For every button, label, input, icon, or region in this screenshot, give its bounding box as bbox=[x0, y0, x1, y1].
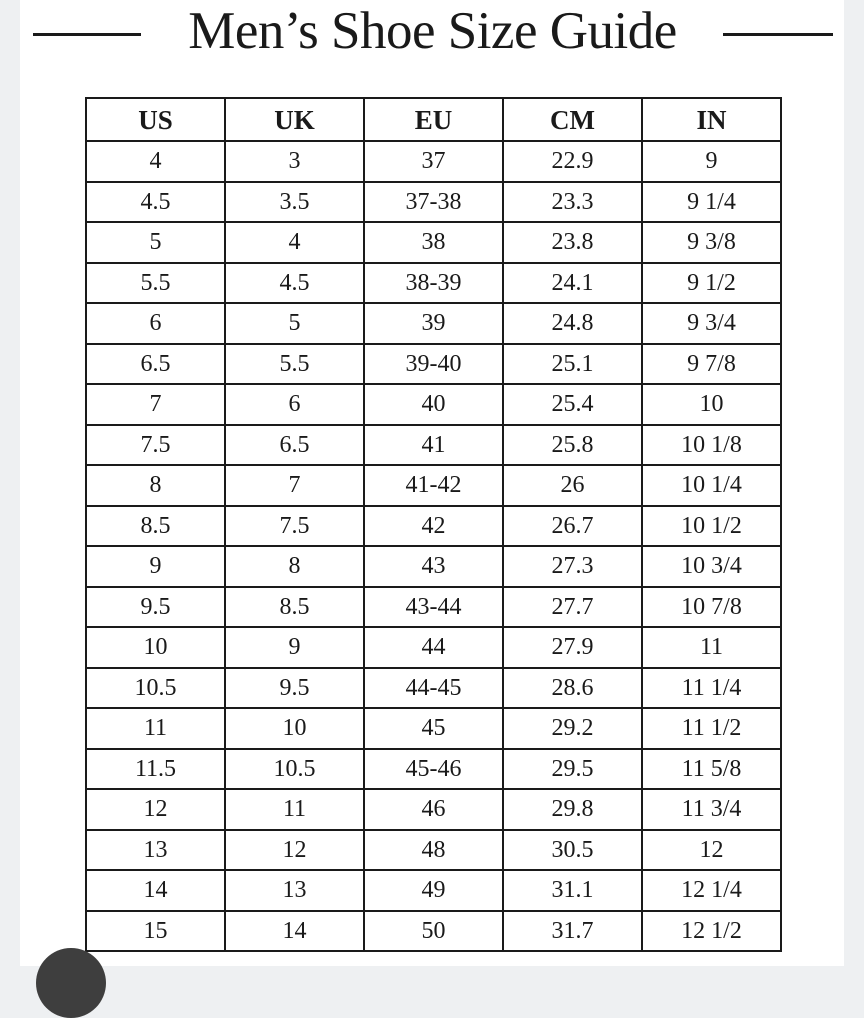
table-row bbox=[86, 789, 781, 830]
cell-eu: 45 bbox=[364, 708, 503, 749]
cell-uk: 9 bbox=[225, 627, 364, 668]
cell-uk: 5.5 bbox=[225, 344, 364, 385]
cell-cm: 24.8 bbox=[503, 303, 642, 344]
cell-cm: 29.8 bbox=[503, 789, 642, 830]
cell-cm: 27.7 bbox=[503, 587, 642, 628]
cell-in: 9 3/8 bbox=[642, 222, 781, 263]
cell-us: 14 bbox=[86, 870, 225, 911]
cell-cm: 31.7 bbox=[503, 911, 642, 952]
cell-cm: 25.4 bbox=[503, 384, 642, 425]
cell-eu: 40 bbox=[364, 384, 503, 425]
table-row bbox=[86, 263, 781, 304]
cell-us: 12 bbox=[86, 789, 225, 830]
cell-in: 10 1/8 bbox=[642, 425, 781, 466]
floating-action-button[interactable] bbox=[36, 948, 106, 1018]
cell-us: 8.5 bbox=[86, 506, 225, 547]
table-row bbox=[86, 384, 781, 425]
cell-eu: 39 bbox=[364, 303, 503, 344]
cell-cm: 23.8 bbox=[503, 222, 642, 263]
cell-in: 12 1/4 bbox=[642, 870, 781, 911]
cell-in: 12 bbox=[642, 830, 781, 871]
table-row bbox=[86, 141, 781, 182]
cell-cm: 23.3 bbox=[503, 182, 642, 223]
cell-us: 5.5 bbox=[86, 263, 225, 304]
size-table bbox=[85, 97, 782, 952]
table-row bbox=[86, 830, 781, 871]
cell-uk: 6.5 bbox=[225, 425, 364, 466]
cell-in: 9 3/4 bbox=[642, 303, 781, 344]
cell-uk: 10 bbox=[225, 708, 364, 749]
cell-us: 4 bbox=[86, 141, 225, 182]
cell-us: 7.5 bbox=[86, 425, 225, 466]
cell-eu: 37-38 bbox=[364, 182, 503, 223]
size-table-head bbox=[86, 98, 781, 141]
table-row bbox=[86, 708, 781, 749]
cell-cm: 25.1 bbox=[503, 344, 642, 385]
cell-us: 11.5 bbox=[86, 749, 225, 790]
header-in: IN bbox=[642, 98, 781, 141]
cell-in: 11 1/2 bbox=[642, 708, 781, 749]
cell-cm: 26.7 bbox=[503, 506, 642, 547]
cell-uk: 11 bbox=[225, 789, 364, 830]
cell-cm: 28.6 bbox=[503, 668, 642, 709]
table-row bbox=[86, 303, 781, 344]
cell-cm: 29.5 bbox=[503, 749, 642, 790]
cell-uk: 10.5 bbox=[225, 749, 364, 790]
table-row bbox=[86, 546, 781, 587]
table-row bbox=[86, 587, 781, 628]
cell-us: 9 bbox=[86, 546, 225, 587]
cell-cm: 22.9 bbox=[503, 141, 642, 182]
cell-eu: 41 bbox=[364, 425, 503, 466]
cell-in: 11 5/8 bbox=[642, 749, 781, 790]
title-row bbox=[0, 0, 864, 62]
title-rule-left bbox=[33, 33, 141, 36]
cell-in: 10 1/2 bbox=[642, 506, 781, 547]
cell-us: 6 bbox=[86, 303, 225, 344]
cell-uk: 13 bbox=[225, 870, 364, 911]
cell-in: 10 7/8 bbox=[642, 587, 781, 628]
table-row bbox=[86, 749, 781, 790]
cell-in: 9 1/4 bbox=[642, 182, 781, 223]
cell-uk: 3.5 bbox=[225, 182, 364, 223]
title-rule-right bbox=[723, 33, 833, 36]
header-uk: UK bbox=[225, 98, 364, 141]
table-row bbox=[86, 627, 781, 668]
cell-in: 9 7/8 bbox=[642, 344, 781, 385]
cell-eu: 48 bbox=[364, 830, 503, 871]
cell-eu: 39-40 bbox=[364, 344, 503, 385]
cell-cm: 27.9 bbox=[503, 627, 642, 668]
cell-in: 11 bbox=[642, 627, 781, 668]
header-eu: EU bbox=[364, 98, 503, 141]
cell-eu: 45-46 bbox=[364, 749, 503, 790]
cell-eu: 41-42 bbox=[364, 465, 503, 506]
cell-in: 9 bbox=[642, 141, 781, 182]
cell-in: 12 1/2 bbox=[642, 911, 781, 952]
cell-us: 4.5 bbox=[86, 182, 225, 223]
table-row bbox=[86, 870, 781, 911]
cell-cm: 27.3 bbox=[503, 546, 642, 587]
cell-us: 13 bbox=[86, 830, 225, 871]
cell-eu: 42 bbox=[364, 506, 503, 547]
cell-uk: 4 bbox=[225, 222, 364, 263]
cell-us: 10.5 bbox=[86, 668, 225, 709]
cell-in: 10 1/4 bbox=[642, 465, 781, 506]
cell-eu: 49 bbox=[364, 870, 503, 911]
cell-uk: 7 bbox=[225, 465, 364, 506]
table-row bbox=[86, 668, 781, 709]
cell-us: 7 bbox=[86, 384, 225, 425]
cell-uk: 6 bbox=[225, 384, 364, 425]
cell-us: 6.5 bbox=[86, 344, 225, 385]
cell-us: 9.5 bbox=[86, 587, 225, 628]
cell-eu: 46 bbox=[364, 789, 503, 830]
cell-uk: 8.5 bbox=[225, 587, 364, 628]
cell-uk: 4.5 bbox=[225, 263, 364, 304]
cell-cm: 26 bbox=[503, 465, 642, 506]
size-table-body bbox=[86, 141, 781, 951]
cell-eu: 38-39 bbox=[364, 263, 503, 304]
cell-uk: 3 bbox=[225, 141, 364, 182]
cell-us: 15 bbox=[86, 911, 225, 952]
cell-uk: 8 bbox=[225, 546, 364, 587]
table-row bbox=[86, 465, 781, 506]
cell-in: 9 1/2 bbox=[642, 263, 781, 304]
cell-uk: 9.5 bbox=[225, 668, 364, 709]
cell-cm: 29.2 bbox=[503, 708, 642, 749]
cell-eu: 50 bbox=[364, 911, 503, 952]
table-row bbox=[86, 425, 781, 466]
table-row bbox=[86, 911, 781, 952]
cell-cm: 24.1 bbox=[503, 263, 642, 304]
cell-eu: 37 bbox=[364, 141, 503, 182]
cell-in: 11 3/4 bbox=[642, 789, 781, 830]
header-cm: CM bbox=[503, 98, 642, 141]
cell-eu: 44 bbox=[364, 627, 503, 668]
cell-uk: 14 bbox=[225, 911, 364, 952]
cell-us: 11 bbox=[86, 708, 225, 749]
cell-us: 10 bbox=[86, 627, 225, 668]
header-row bbox=[86, 98, 781, 141]
cell-cm: 30.5 bbox=[503, 830, 642, 871]
cell-eu: 43-44 bbox=[364, 587, 503, 628]
cell-eu: 44-45 bbox=[364, 668, 503, 709]
cell-cm: 25.8 bbox=[503, 425, 642, 466]
header-us: US bbox=[86, 98, 225, 141]
table-row bbox=[86, 506, 781, 547]
cell-cm: 31.1 bbox=[503, 870, 642, 911]
cell-uk: 12 bbox=[225, 830, 364, 871]
cell-uk: 5 bbox=[225, 303, 364, 344]
table-row bbox=[86, 222, 781, 263]
cell-in: 11 1/4 bbox=[642, 668, 781, 709]
cell-eu: 43 bbox=[364, 546, 503, 587]
cell-us: 5 bbox=[86, 222, 225, 263]
table-row bbox=[86, 344, 781, 385]
cell-in: 10 bbox=[642, 384, 781, 425]
cell-uk: 7.5 bbox=[225, 506, 364, 547]
table-row bbox=[86, 182, 781, 223]
cell-us: 8 bbox=[86, 465, 225, 506]
cell-eu: 38 bbox=[364, 222, 503, 263]
cell-in: 10 3/4 bbox=[642, 546, 781, 587]
page-title: Men’s Shoe Size Guide bbox=[188, 2, 677, 60]
